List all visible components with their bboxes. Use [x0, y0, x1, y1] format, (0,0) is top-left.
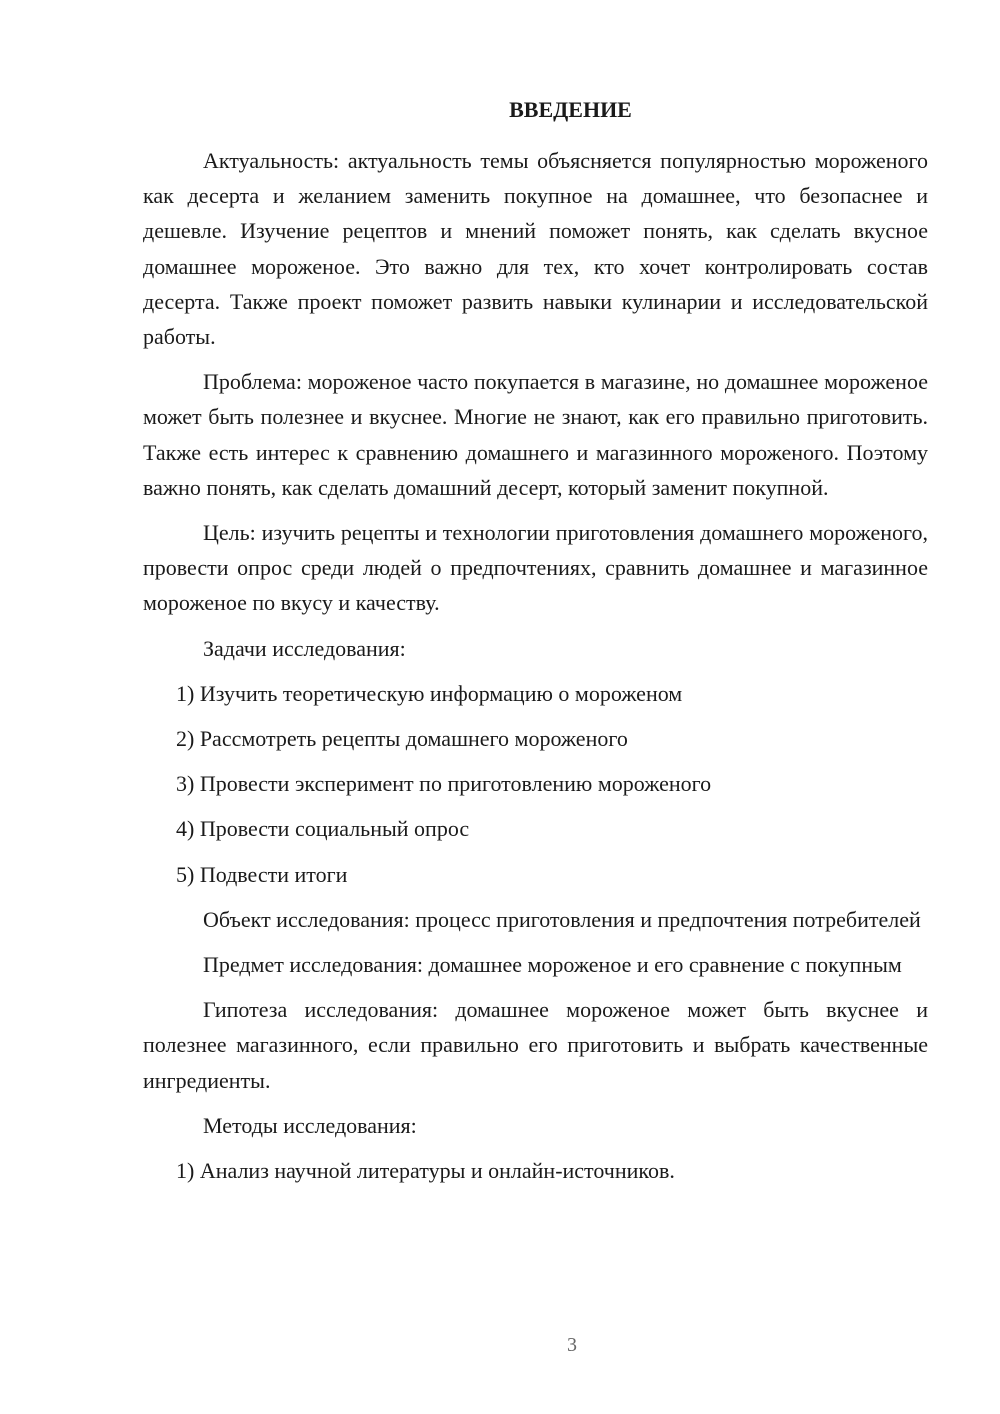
list-item: 1) Анализ научной литературы и онлайн-источников.: [176, 1158, 675, 1183]
problem-paragraph: Проблема: мороженое часто покупается в магазине, но домашнее мороженое может быть полезнее и вкуснее. Многие не знают, как его правильно приготовить. Также есть интерес к сравнению домашнего и магазинного мороженого. Поэтому важно понять, как сделать домашний десерт, который заменит покупной.: [143, 369, 928, 500]
methods-list: [143, 1153, 928, 1188]
subject-paragraph: Предмет исследования: домашнее мороженое и его сравнение с покупным: [203, 951, 902, 977]
relevance-paragraph: Актуальность: актуальность темы объясняется популярностью мороженого как десерта и желанием заменить покупное на домашнее, что безопаснее и дешевле. Изучение рецептов и мнений поможет понять, как сделать вкусное домашнее мороженое. Это важно для тех, кто хочет контролировать состав десерта. Также проект поможет развить навыки кулинарии и исследовательской работы.: [143, 148, 928, 350]
object-paragraph: Объект исследования: процесс приготовления и предпочтения потребителей: [203, 906, 921, 932]
hypothesis-paragraph: Гипотеза исследования: домашнее мороженое может быть вкуснее и полезнее магазинного, если правильно его приготовить и выбрать качественные ингредиенты.: [143, 997, 928, 1093]
list-item: 2) Рассмотреть рецепты домашнего мороженого: [176, 726, 628, 752]
page-number: 3: [567, 1334, 577, 1356]
list-item: 3) Провести эксперимент по приготовлению мороженого: [176, 771, 712, 797]
list-item: 1) Изучить теоретическую информацию о мороженом: [176, 680, 683, 706]
list-item: 4) Провести социальный опрос: [176, 816, 470, 842]
list-item: 5) Подвести итоги: [176, 861, 348, 887]
document-page: [143, 92, 928, 1198]
methods-label: Методы исследования:: [203, 1112, 417, 1138]
tasks-list: [143, 676, 928, 892]
tasks-label: Задачи исследования:: [203, 635, 406, 661]
goal-paragraph: Цель: изучить рецепты и технологии приготовления домашнего мороженого, провести опрос среди людей о предпочтениях, сравнить домашнее и магазинное мороженое по вкусу и качеству.: [143, 520, 928, 616]
section-heading: ВВЕДЕНИЕ: [509, 97, 632, 122]
